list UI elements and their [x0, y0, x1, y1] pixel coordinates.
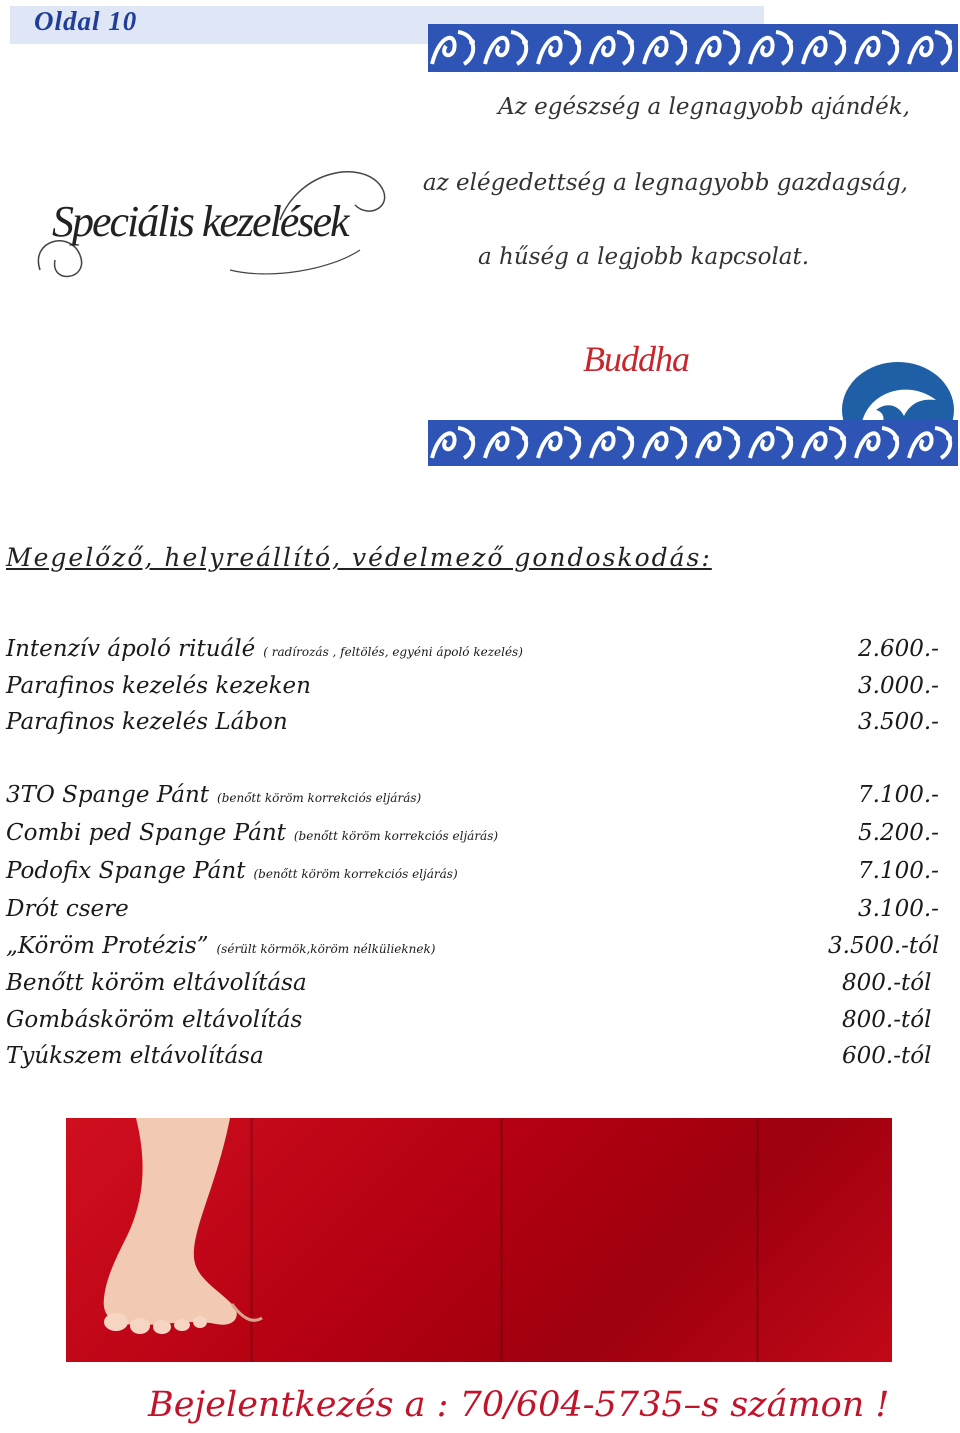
service-name: „Köröm Protézis” — [6, 933, 209, 959]
floral-pattern-icon — [428, 420, 958, 466]
service-price: 600.-tól — [842, 1043, 932, 1069]
ornament-band-bottom — [428, 420, 958, 466]
ornament-band-top — [428, 24, 958, 72]
service-name: Benőtt köröm eltávolítása — [6, 970, 307, 996]
booking-phone-text: Bejelentkezés a : 70/604-5735–s számon ! — [148, 1385, 890, 1425]
page-title: Speciális kezelések — [52, 197, 348, 246]
service-note: ( radírozás , feltölés, egyéni ápoló kezelés) — [263, 645, 523, 659]
list-item — [6, 970, 950, 1006]
foot-photo — [66, 1118, 892, 1362]
list-item — [6, 782, 950, 818]
service-note: (sérült körmök,köröm nélkülieknek) — [216, 942, 436, 956]
service-name: Drót csere — [6, 896, 129, 922]
service-price: 3.500.- — [858, 709, 939, 735]
service-price: 800.-tól — [842, 970, 932, 996]
list-item — [6, 673, 950, 709]
service-price: 3.000.- — [858, 673, 939, 699]
list-item — [6, 1043, 950, 1079]
list-item — [6, 933, 950, 969]
service-name: Intenzív ápoló rituálé — [6, 636, 256, 662]
service-price: 5.200.- — [858, 820, 939, 846]
section-heading: Megelőző, helyreállító, védelmező gondoskodás: — [6, 543, 712, 572]
list-item — [6, 820, 950, 856]
page-number: Oldal 10 — [34, 6, 138, 36]
service-price: 800.-tól — [842, 1007, 932, 1033]
list-item — [6, 1007, 950, 1043]
foot-illustration-icon — [66, 1118, 892, 1362]
service-name: Parafinos kezelés Lábon — [6, 709, 288, 735]
service-name: Podofix Spange Pánt — [6, 858, 246, 884]
service-note: (benőtt köröm korrekciós eljárás) — [293, 829, 499, 843]
service-name: Combi ped Spange Pánt — [6, 820, 286, 846]
service-price: 3.100.- — [858, 896, 939, 922]
service-name: Parafinos kezelés kezeken — [6, 673, 311, 699]
list-item — [6, 636, 950, 672]
service-price: 7.100.- — [858, 782, 939, 808]
service-price: 2.600.- — [858, 636, 939, 662]
quote-line: a hűség a legjobb kapcsolat. — [478, 244, 810, 270]
list-item — [6, 709, 950, 745]
quote-line: Az egészség a legnagyobb ajándék, — [498, 94, 910, 120]
list-item — [6, 858, 950, 894]
service-name: Tyúkszem eltávolítása — [6, 1043, 264, 1069]
floral-pattern-icon — [428, 24, 958, 72]
service-name: Gombásköröm eltávolítás — [6, 1007, 303, 1033]
service-note: (benőtt köröm korrekciós eljárás) — [253, 867, 458, 881]
list-item — [6, 896, 950, 932]
service-note: (benőtt köröm korrekciós eljárás) — [217, 791, 422, 805]
service-name: 3TO Spange Pánt — [6, 782, 210, 808]
quote-line: az elégedettség a legnagyobb gazdagság, — [422, 170, 908, 196]
quote-author: Buddha — [583, 339, 689, 379]
service-price: 3.500.-tól — [828, 933, 940, 959]
service-price: 7.100.- — [858, 858, 939, 884]
